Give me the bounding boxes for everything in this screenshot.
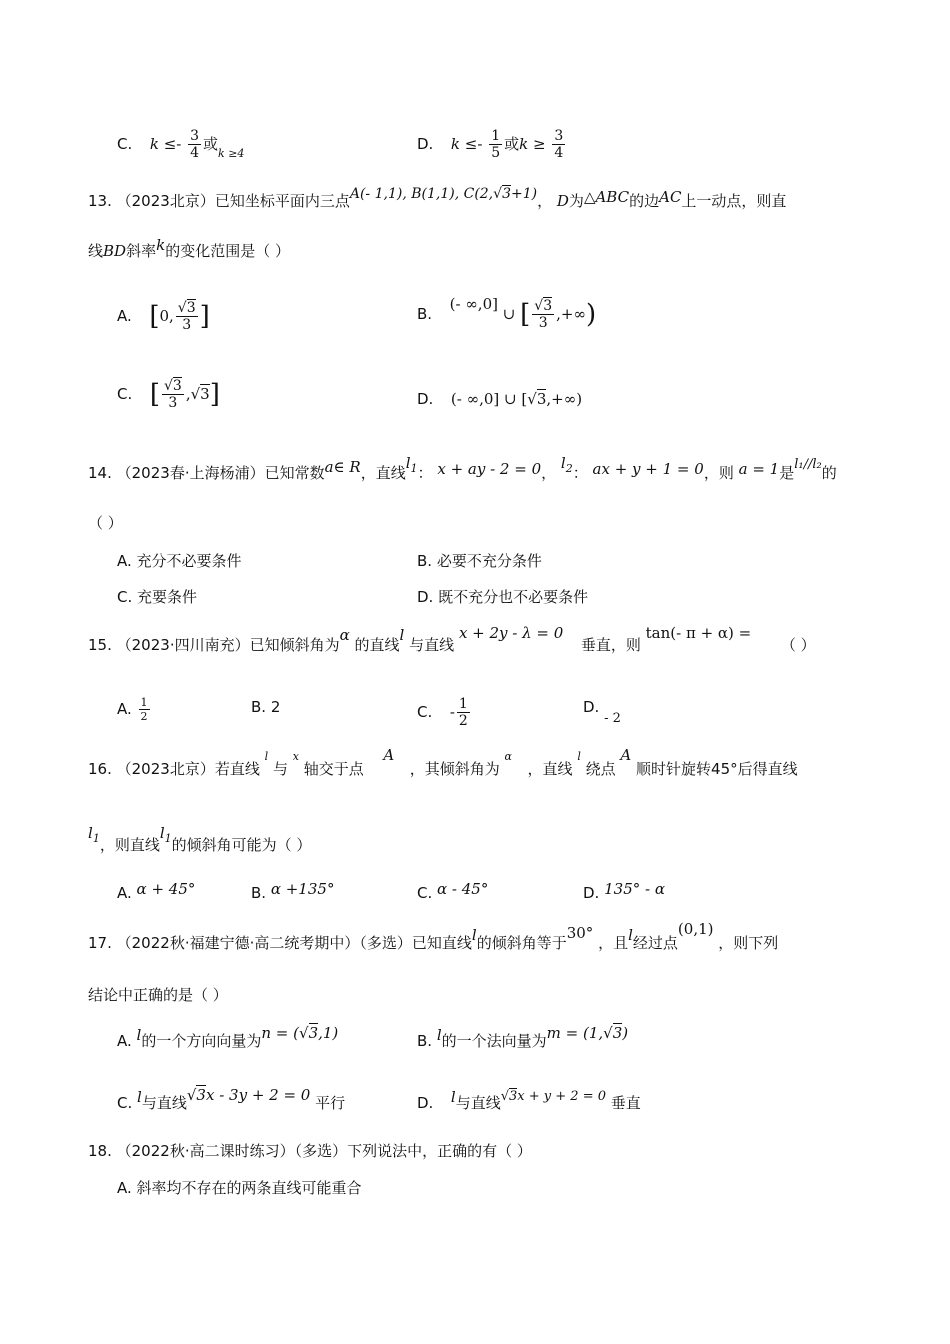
q16-stem-line2 <box>88 824 312 862</box>
question-source: （2023北京） <box>116 192 215 210</box>
stem-text: ： <box>417 464 433 482</box>
math-bd: BD <box>103 242 127 260</box>
option-text: 垂直 <box>610 1094 641 1112</box>
stem-text: ，则直线 <box>99 836 160 854</box>
stem-text: 垂直，则 <box>580 636 641 654</box>
math-equation: x + ay - 2 = 0 <box>437 460 542 478</box>
fraction-denominator: 4 <box>190 145 200 161</box>
fraction-denominator: 3 <box>168 395 178 411</box>
stem-text: 已知常数 <box>264 464 325 482</box>
q14-option-c[interactable] <box>117 586 197 608</box>
fraction <box>552 128 565 161</box>
q16-option-b[interactable] <box>251 882 334 904</box>
vector-tail: ) <box>622 1024 629 1042</box>
math-point: (0,1) <box>677 920 714 938</box>
sqrt-value: 3 <box>308 1024 319 1042</box>
math-parallel: l₁//l₂ <box>794 457 822 472</box>
math-points: A(- 1,1), B(1,1), C(2,√3+1) <box>349 186 538 202</box>
option-label: A. <box>117 1179 132 1197</box>
option-text: 的一个方向向量为 <box>141 1032 262 1050</box>
stem-text: 的倾斜角可能为（ ） <box>171 836 312 854</box>
or-text: 或 <box>203 135 219 153</box>
equation-text: x - 3y + 2 = 0 <box>205 1086 311 1104</box>
question-source: （2023北京） <box>116 760 215 778</box>
math-l: l <box>159 824 165 842</box>
subscript: 1 <box>92 832 100 845</box>
q13-option-c[interactable]: C. [ $\frac{√3}{3}$ ,√3] <box>117 378 220 411</box>
q17-stem-line2: 结论中正确的是（ ） <box>88 986 228 1004</box>
q17-option-d[interactable] <box>417 1088 641 1116</box>
math-x: x <box>292 750 299 763</box>
sqrt-value: 3 <box>509 1089 518 1104</box>
fraction-numerator: 1 <box>140 696 148 709</box>
q13-option-a[interactable] <box>117 300 210 333</box>
math-expression: tan(- π + α) = <box>645 624 752 642</box>
stem-text: 轴交于点 <box>303 760 364 778</box>
option-text: 2 <box>270 698 281 716</box>
bracket: ) <box>585 299 597 330</box>
fraction <box>188 128 201 161</box>
option-text: 的一个法向量为 <box>441 1032 547 1050</box>
q15-option-d[interactable] <box>583 696 621 726</box>
option-label: A. <box>117 884 132 902</box>
q15-stem <box>88 624 816 656</box>
fraction-numerator: 3 <box>190 128 200 144</box>
option-label: D. <box>417 1094 434 1112</box>
stem-text: ，直线 <box>527 760 573 778</box>
math-a: A <box>383 746 395 764</box>
sqrt-value: 3 <box>536 390 547 408</box>
math-l1 <box>159 824 172 845</box>
option-text: α +135° <box>270 880 335 898</box>
sqrt-value: 3 <box>196 1086 206 1104</box>
option-label: A. <box>117 700 132 718</box>
math-l: l <box>88 824 93 842</box>
q15-option-c[interactable] <box>417 696 472 729</box>
sqrt-value: 3 <box>172 378 182 394</box>
math-k: k <box>450 135 460 153</box>
bracket: [ <box>521 390 528 408</box>
q12-option-d[interactable] <box>417 128 567 161</box>
stem-text: 的直线 <box>354 636 400 654</box>
question-number: 15. <box>88 636 112 654</box>
option-text: 充分不必要条件 <box>136 552 242 570</box>
math-condition: k ≥4 <box>218 147 245 160</box>
math-equation: √3x - 3y + 2 = 0 <box>186 1086 311 1104</box>
fraction-denominator: 4 <box>554 145 564 161</box>
fraction-numerator: 1 <box>491 128 501 144</box>
q14-option-b[interactable] <box>417 550 542 572</box>
option-label: D. <box>583 884 600 902</box>
question-number: 14. <box>88 464 112 482</box>
math-equation: x + 2y - λ = 0 <box>458 624 564 642</box>
math-l1 <box>88 824 100 845</box>
math-l: l <box>436 1026 442 1044</box>
stem-text: ，且 <box>598 934 629 952</box>
math-l: l <box>399 626 405 644</box>
math-a: A <box>620 746 632 764</box>
math-a-in-r: a∈ R <box>324 458 361 476</box>
q13-stem-line1 <box>88 186 787 213</box>
math-l: l <box>264 750 269 763</box>
stem-text: 斜率 <box>126 242 157 260</box>
or-text: 或 <box>504 135 520 153</box>
math-l: l <box>628 926 633 944</box>
option-text: α + 45° <box>136 880 196 898</box>
q16-stem-line1 <box>88 746 798 782</box>
vector-text: n = ( <box>261 1024 299 1042</box>
math-value: ,+∞) <box>546 390 583 408</box>
option-text: - 2 <box>604 711 621 726</box>
option-label: C. <box>117 135 133 153</box>
stem-text: 线 <box>88 242 104 260</box>
fraction <box>162 378 184 411</box>
math-l: l <box>137 1088 142 1106</box>
stem-text: 是 <box>779 464 795 482</box>
stem-text: 的变化范围是（ ） <box>165 242 290 260</box>
math-interval: (- ∞,0] <box>449 295 498 313</box>
question-number: 13. <box>88 192 112 210</box>
option-label: B. <box>417 552 433 570</box>
q17-option-a[interactable] <box>117 1024 339 1052</box>
q13-option-d[interactable]: D. (- ∞,0] ∪ [√3,+∞) <box>417 390 583 408</box>
math-triangle: △ABC <box>583 188 630 206</box>
math-k: k <box>519 135 529 153</box>
option-text: 必要不充分条件 <box>436 552 542 570</box>
option-label: D. <box>583 698 600 716</box>
question-source: （2022秋·福建宁德·高二统考期中）（多选） <box>116 934 412 952</box>
stem-text: ，则下列 <box>718 934 779 952</box>
q15-option-b[interactable] <box>251 696 280 718</box>
stem-text: 与 <box>272 760 288 778</box>
sqrt-value: 3 <box>543 298 553 314</box>
points-text: A(- 1,1), B(1,1), C(2, <box>349 186 494 202</box>
q18-option-a[interactable] <box>117 1177 362 1199</box>
fraction-denominator: 3 <box>182 317 192 333</box>
stem-text: 下列说法中，正确的有（ ） <box>347 1142 532 1160</box>
option-label: D. <box>417 135 434 153</box>
q15-option-a[interactable] <box>117 696 152 723</box>
stem-text: 顺时针旋转45°后得直线 <box>636 760 798 778</box>
fraction-denominator: 3 <box>538 315 548 331</box>
math-alpha: α <box>339 626 350 644</box>
equation-text: x + y + 2 = 0 <box>517 1089 606 1104</box>
vector-tail: ,1) <box>318 1024 339 1042</box>
math-vector: m = (1,√3) <box>546 1024 629 1042</box>
math-l2 <box>560 454 573 475</box>
stem-text: ， <box>537 192 553 210</box>
math-d: D <box>556 192 569 210</box>
fraction-numerator: √3 <box>534 298 553 314</box>
option-label: B. <box>417 1032 433 1050</box>
option-label: C. <box>417 884 433 902</box>
q14-option-d[interactable] <box>417 586 588 608</box>
fraction-numerator: √3 <box>177 300 196 316</box>
math-value: , <box>185 385 191 403</box>
subscript: 2 <box>565 462 573 475</box>
sqrt-value: 3 <box>502 186 511 202</box>
option-label: D. <box>417 390 434 408</box>
math-interval: (- ∞,0] <box>450 390 500 408</box>
option-text: 斜率均不存在的两条直线可能重合 <box>136 1179 362 1197</box>
stem-text: 绕点 <box>585 760 616 778</box>
option-text: 既不充分也不必要条件 <box>438 588 589 606</box>
q12-option-c[interactable] <box>117 128 244 161</box>
bracket: [ <box>149 301 160 332</box>
q16-option-d[interactable] <box>583 882 665 904</box>
q17-stem-line1 <box>88 920 779 954</box>
fraction <box>532 298 554 331</box>
math-value: 0, <box>159 307 174 325</box>
question-number: 17. <box>88 934 112 952</box>
math-ge: ≥ <box>533 135 546 153</box>
option-label: B. <box>417 305 433 323</box>
stem-text: 若直线 <box>214 760 260 778</box>
stem-text: ： <box>572 464 588 482</box>
q17-option-b[interactable] <box>417 1024 629 1052</box>
vector-text: m = (1, <box>546 1024 604 1042</box>
question-number: 16. <box>88 760 112 778</box>
bracket: [ <box>149 379 160 410</box>
q13-option-b[interactable] <box>417 295 597 331</box>
sqrt-value: 3 <box>186 300 196 316</box>
math-equation: √3x + y + 2 = 0 <box>500 1089 606 1104</box>
option-label: C. <box>117 385 133 403</box>
fraction-denominator: 5 <box>491 145 501 161</box>
question-source: （2023·四川南充） <box>116 636 250 654</box>
subscript: 1 <box>410 462 418 475</box>
option-label: C. <box>417 703 433 721</box>
question-source: （2023春·上海杨浦） <box>116 464 265 482</box>
math-vector: n = (√3,1) <box>261 1024 339 1042</box>
stem-text: 上一动点，则直 <box>681 192 787 210</box>
math-l: l <box>450 1088 456 1106</box>
stem-text: ，则 <box>703 464 734 482</box>
stem-text: 的边 <box>629 192 660 210</box>
option-text: 平行 <box>315 1094 346 1112</box>
option-text: 135° - α <box>604 880 665 898</box>
math-le: ≤- <box>163 135 182 153</box>
fraction-numerator: √3 <box>163 378 182 394</box>
subscript: 1 <box>164 832 172 845</box>
stem-text: 已知直线 <box>411 934 472 952</box>
stem-text: ， <box>541 464 557 482</box>
fraction-numerator: 3 <box>554 128 564 144</box>
option-label: A. <box>117 552 132 570</box>
math-condition: a = 1 <box>738 460 780 478</box>
answer-parentheses: （ ） <box>780 636 816 654</box>
math-l1 <box>405 454 418 475</box>
option-text: 与直线 <box>141 1094 187 1112</box>
stem-text: ，其倾斜角为 <box>409 760 500 778</box>
q14-stem-line1 <box>88 454 837 490</box>
fraction <box>457 696 470 729</box>
option-label: C. <box>117 588 133 606</box>
math-alpha: α <box>504 750 512 763</box>
q18-stem <box>88 1140 532 1162</box>
option-label: C. <box>117 1094 133 1112</box>
stem-text: 的倾斜角等于 <box>476 934 567 952</box>
stem-text: 为 <box>568 192 584 210</box>
fraction-denominator: 2 <box>140 710 148 723</box>
option-text: 与直线 <box>455 1094 501 1112</box>
q17-option-c[interactable] <box>117 1086 346 1114</box>
q16-option-a[interactable] <box>117 882 195 904</box>
sqrt-value: 3 <box>612 1024 623 1042</box>
stem-text: ，直线 <box>360 464 406 482</box>
math-l: l <box>136 1026 142 1044</box>
points-tail: +1) <box>510 186 538 202</box>
fraction-numerator: 1 <box>458 696 468 712</box>
math-value: ,+∞ <box>556 305 586 323</box>
bracket: ] <box>199 301 210 332</box>
stem-text: 经过点 <box>632 934 678 952</box>
math-degree: 30° <box>566 924 594 942</box>
math-l: l <box>577 750 581 763</box>
q16-option-c[interactable] <box>417 882 488 904</box>
fraction <box>176 300 198 333</box>
math-k: k <box>156 236 166 254</box>
option-label: B. <box>251 698 267 716</box>
math-k: k <box>149 135 159 153</box>
fraction <box>139 696 150 723</box>
sqrt-value: 3 <box>200 385 210 403</box>
question-number: 18. <box>88 1142 112 1160</box>
option-text: α - 45° <box>437 880 489 898</box>
math-ac: AC <box>659 188 682 206</box>
fraction-denominator: 2 <box>458 713 468 729</box>
option-label: A. <box>117 1032 132 1050</box>
q13-stem-line2 <box>88 236 290 262</box>
stem-text: 与直线 <box>409 636 455 654</box>
bracket: [ <box>520 299 531 330</box>
bracket: ] <box>209 379 220 410</box>
stem-text: 已知倾斜角为 <box>249 636 340 654</box>
option-label: A. <box>117 307 132 325</box>
option-label: B. <box>251 884 267 902</box>
math-sign: - <box>449 703 455 721</box>
option-text: 充要条件 <box>137 588 198 606</box>
option-label: D. <box>417 588 434 606</box>
math-l: l <box>560 454 566 472</box>
q14-option-a[interactable] <box>117 550 242 572</box>
stem-text: 的 <box>821 464 837 482</box>
q14-stem-line2: （ ） <box>88 514 123 532</box>
fraction <box>489 128 502 161</box>
math-l: l <box>405 454 411 472</box>
math-le: ≤- <box>464 135 483 153</box>
stem-text: 已知坐标平面内三点 <box>214 192 350 210</box>
math-union: ∪ <box>504 390 517 408</box>
math-union: ∪ <box>502 305 516 323</box>
question-source: （2022秋·高二课时练习）（多选） <box>116 1142 348 1160</box>
math-equation: ax + y + 1 = 0 <box>592 460 704 478</box>
math-l: l <box>471 926 477 944</box>
